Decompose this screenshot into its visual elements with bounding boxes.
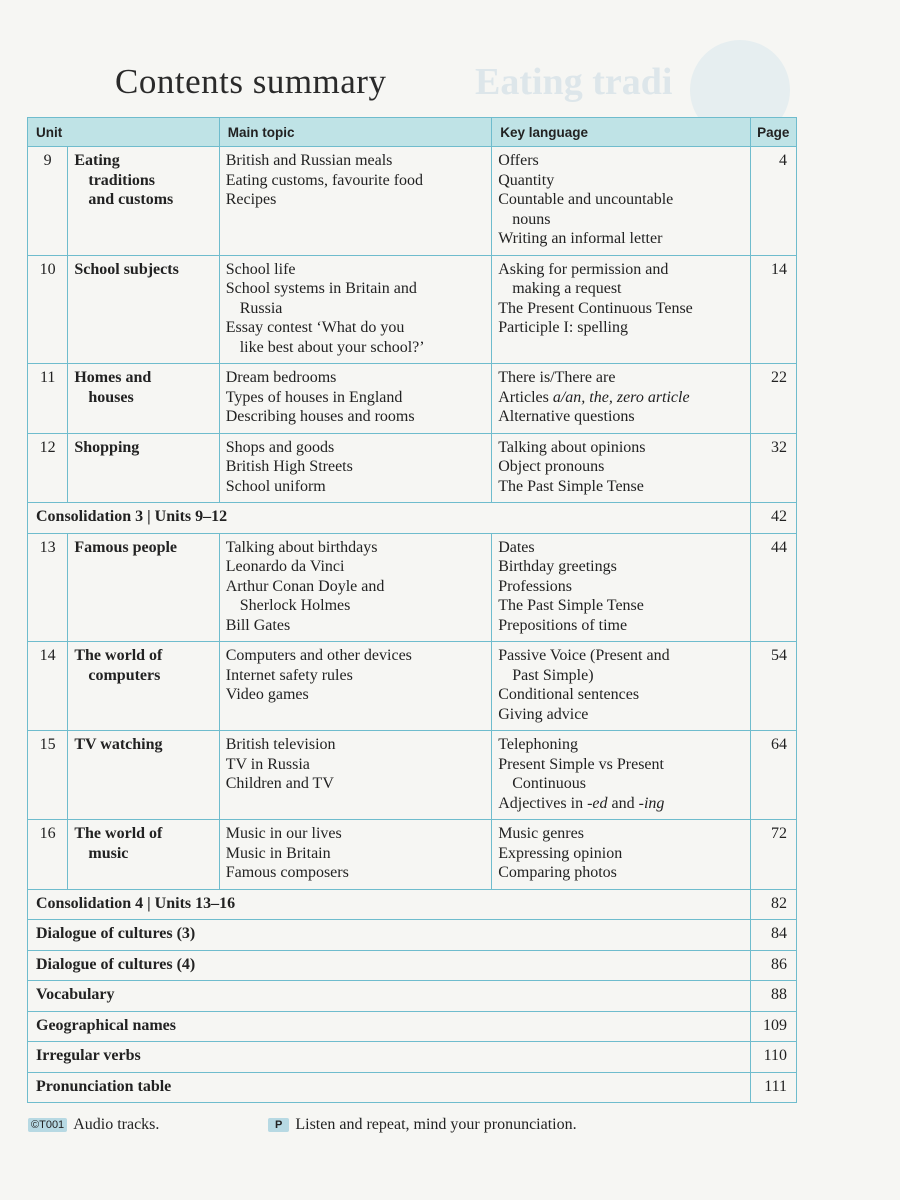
- unit-title: [68, 255, 219, 364]
- unit-main-topic: [219, 642, 491, 731]
- extra-section-row: [28, 981, 797, 1012]
- unit-number: 13: [28, 533, 68, 642]
- unit-main-topic: [219, 820, 491, 890]
- line-text: Shops and goods: [225, 438, 335, 456]
- line-text: Professions: [498, 577, 572, 595]
- extra-section-row-label: Vocabulary: [28, 981, 751, 1012]
- unit-row: [28, 642, 797, 731]
- extra-section-row-page: 111: [750, 1072, 796, 1103]
- line-text: Bill Gates: [225, 616, 291, 634]
- line-text: and customs: [88, 191, 174, 208]
- unit-main-topic: [219, 533, 491, 642]
- extra-section-row-label: Dialogue of cultures (3): [28, 920, 751, 951]
- line-text: Shopping: [74, 438, 140, 456]
- unit-number: 9: [28, 147, 68, 256]
- extra-section-row-label: Irregular verbs: [28, 1042, 751, 1073]
- unit-main-topic: [219, 255, 491, 364]
- unit-number: 12: [28, 433, 68, 503]
- line-text: TV watching: [74, 736, 163, 753]
- line-text: Recipes: [225, 191, 277, 208]
- line-text: Talking about birthdays: [225, 538, 378, 556]
- line-text: TV in Russia: [225, 755, 310, 773]
- unit-key-language: [492, 255, 750, 364]
- consolidation-4-row: [28, 889, 797, 920]
- extra-section-row-label: Pronunciation table: [28, 1072, 751, 1103]
- extra-section-row: [28, 1072, 797, 1103]
- unit-page-number: 64: [750, 731, 796, 820]
- line-text: Talking about opinions: [498, 438, 646, 456]
- background-ghost-title: Eating tradi: [475, 61, 673, 103]
- line-text: Music genres: [498, 825, 584, 842]
- line-text: Music in Britain: [225, 844, 331, 862]
- line-text: Eating customs, favourite food: [225, 171, 424, 189]
- line-text: Alternative questions: [498, 408, 635, 425]
- unit-row: [28, 364, 797, 434]
- line-text: School subjects: [74, 260, 179, 278]
- unit-key-language: [492, 533, 750, 642]
- legend-pronunciation: [268, 1116, 577, 1134]
- line-text: Comparing photos: [498, 864, 617, 881]
- unit-title: [68, 533, 219, 642]
- line-text: There is/There are: [498, 369, 616, 386]
- unit-page-number: 72: [750, 820, 796, 890]
- unit-row: [28, 533, 797, 642]
- unit-row: [28, 255, 797, 364]
- unit-number: 14: [28, 642, 68, 731]
- line-text: Writing an informal letter: [498, 230, 663, 247]
- unit-main-topic: [219, 364, 491, 434]
- extra-section-row-label: Dialogue of cultures (4): [28, 950, 751, 981]
- line-text: Telephoning: [498, 736, 578, 753]
- line-text: School life: [225, 260, 296, 278]
- pronunciation-badge: P: [268, 1118, 289, 1132]
- extra-section-row: [28, 1042, 797, 1073]
- line-text: Famous people: [74, 538, 178, 556]
- unit-key-language: [492, 731, 750, 820]
- unit-page-number: 22: [750, 364, 796, 434]
- unit-title: [68, 820, 219, 890]
- line-text: nouns: [512, 210, 551, 228]
- unit-title: [68, 642, 219, 731]
- unit-row: [28, 820, 797, 890]
- line-text: like best about your school?’: [239, 338, 425, 356]
- unit-title: [68, 433, 219, 503]
- line-text: Asking for permission and: [498, 260, 669, 278]
- line-text: The Past Simple Tense: [498, 477, 644, 495]
- header-page: Page: [750, 118, 796, 147]
- header-row: [28, 118, 797, 147]
- line-text: The Present Continuous Tense: [498, 299, 693, 317]
- line-text: Arthur Conan Doyle and: [225, 577, 385, 595]
- unit-page-number: 44: [750, 533, 796, 642]
- line-text: Passive Voice (Present and: [498, 647, 670, 664]
- line-text: Giving advice: [498, 705, 589, 723]
- line-text: Participle I: spelling: [498, 319, 628, 336]
- line-text: Offers: [498, 152, 539, 169]
- unit-main-topic: [219, 147, 491, 256]
- unit-main-topic: [219, 433, 491, 503]
- line-text: Internet safety rules: [225, 666, 353, 684]
- line-text: Famous composers: [225, 864, 349, 881]
- unit-page-number: 4: [750, 147, 796, 256]
- line-text: making a request: [512, 280, 622, 297]
- unit-number: 15: [28, 731, 68, 820]
- line-text: British and Russian meals: [225, 152, 393, 169]
- line-text: Leonardo da Vinci: [225, 558, 345, 575]
- line-text: Computers and other devices: [225, 647, 412, 664]
- unit-key-language: [492, 433, 750, 503]
- line-text: music: [88, 844, 129, 862]
- line-text: Describing houses and rooms: [225, 408, 415, 425]
- line-text: Birthday greetings: [498, 558, 617, 575]
- unit-row: [28, 147, 797, 256]
- extra-section-row-page: 84: [750, 920, 796, 951]
- unit-title: [68, 731, 219, 820]
- unit-number: 16: [28, 820, 68, 890]
- line-text: Children and TV: [225, 775, 334, 792]
- unit-key-language: [492, 642, 750, 731]
- line-text: Countable and uncountable: [498, 191, 674, 208]
- contents-table: [27, 117, 797, 1103]
- consolidation-4-row-label: Consolidation 4 | Units 13–16: [28, 889, 751, 920]
- header-key-language: Key language: [492, 118, 750, 147]
- unit-number: 10: [28, 255, 68, 364]
- line-text: Quantity: [498, 171, 555, 189]
- extra-section-row-label: Geographical names: [28, 1011, 751, 1042]
- extra-section-row-page: 88: [750, 981, 796, 1012]
- unit-key-language: [492, 147, 750, 256]
- unit-main-topic: [219, 731, 491, 820]
- extra-section-row: [28, 920, 797, 951]
- consolidation-4-row-page: 82: [750, 889, 796, 920]
- unit-key-language: [492, 364, 750, 434]
- unit-page-number: 14: [750, 255, 796, 364]
- line-text: Music in our lives: [225, 825, 342, 842]
- line-text: The Past Simple Tense: [498, 597, 644, 614]
- extra-section-row: [28, 1011, 797, 1042]
- extra-section-row-page: 109: [750, 1011, 796, 1042]
- unit-title: [68, 364, 219, 434]
- unit-row: [28, 731, 797, 820]
- unit-page-number: 32: [750, 433, 796, 503]
- header-unit: Unit: [28, 118, 220, 147]
- line-text: Sherlock Holmes: [239, 597, 351, 614]
- line-text: Object pronouns: [498, 458, 605, 475]
- line-text: Essay contest ‘What do you: [225, 319, 405, 336]
- consolidation-3-row-label: Consolidation 3 | Units 9–12: [28, 503, 751, 534]
- legend-audio: [28, 1116, 159, 1134]
- line-text: British High Streets: [225, 458, 353, 475]
- audio-tracks-text: Audio tracks.: [73, 1116, 160, 1133]
- line-text: Expressing opinion: [498, 844, 623, 862]
- unit-number: 11: [28, 364, 68, 434]
- line-text: Adjectives in -ed and -ing: [498, 794, 665, 812]
- line-text: School uniform: [225, 477, 326, 495]
- line-text: Prepositions of time: [498, 616, 628, 634]
- line-text: Dream bedrooms: [225, 369, 337, 386]
- page-title: Contents summary: [115, 62, 387, 101]
- line-text: Present Simple vs Present: [498, 755, 664, 773]
- line-text: Dates: [498, 538, 535, 556]
- line-text: British television: [225, 736, 336, 753]
- unit-row: [28, 433, 797, 503]
- consolidation-3-row-page: 42: [750, 503, 796, 534]
- line-text: Continuous: [512, 775, 586, 792]
- line-text: The world of: [74, 825, 163, 842]
- line-text: Russia: [239, 299, 283, 317]
- line-text: computers: [88, 666, 161, 684]
- consolidation-3-row: [28, 503, 797, 534]
- extra-section-row-page: 110: [750, 1042, 796, 1073]
- line-text: School systems in Britain and: [225, 280, 417, 297]
- audio-track-badge: ©T001: [28, 1118, 67, 1132]
- line-text: Eating: [74, 152, 120, 169]
- line-text: Video games: [225, 686, 309, 703]
- pronunciation-text: Listen and repeat, mind your pronunciation.: [295, 1116, 577, 1133]
- line-text: Types of houses in England: [225, 388, 403, 406]
- unit-title: [68, 147, 219, 256]
- line-text: Past Simple): [512, 666, 594, 684]
- extra-section-row: [28, 950, 797, 981]
- extra-section-row-page: 86: [750, 950, 796, 981]
- line-text: traditions: [88, 171, 156, 189]
- header-main-topic: Main topic: [219, 118, 491, 147]
- line-text: Conditional sentences: [498, 686, 640, 703]
- line-text: The world of: [74, 647, 163, 664]
- unit-key-language: [492, 820, 750, 890]
- unit-page-number: 54: [750, 642, 796, 731]
- line-text: Homes and: [74, 369, 152, 386]
- line-text: Articles a/an, the, zero article: [498, 388, 690, 406]
- line-text: houses: [88, 388, 134, 406]
